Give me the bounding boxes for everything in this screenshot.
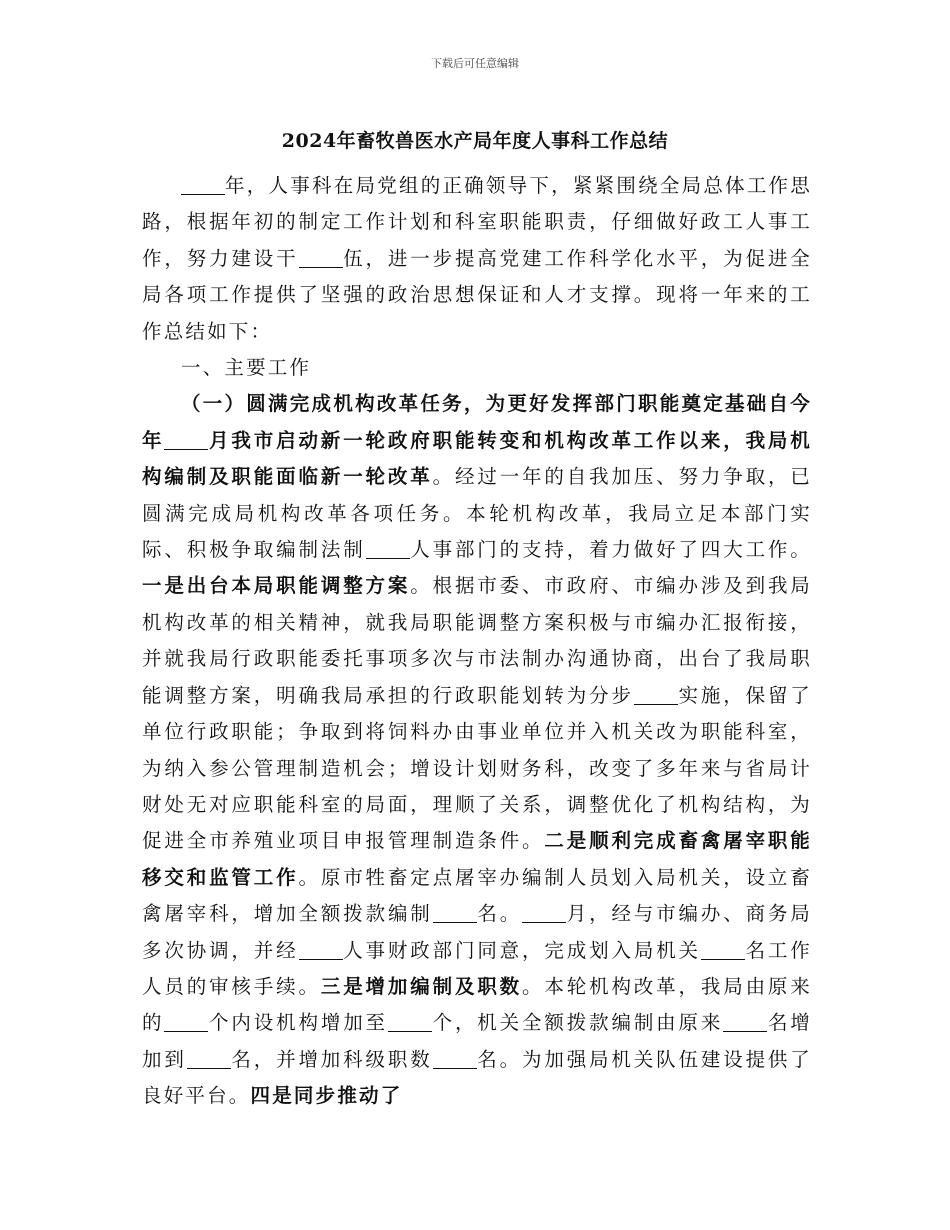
blank-line [164, 429, 208, 450]
bold-text: 四是同步推动了 [250, 1084, 403, 1108]
blank-line [299, 247, 343, 268]
document-body [142, 168, 812, 1115]
blank-line [164, 1012, 208, 1033]
blank-line [723, 1012, 767, 1033]
bold-text: 二是顺利完成畜禽屠宰职能移交和监管工作 [142, 829, 812, 889]
subsection-paragraph [142, 386, 812, 1114]
header-note: 下载后可任意编辑 [431, 57, 519, 70]
blank-line [366, 539, 410, 560]
intro-text-2: 伍，进一步提高党建工作科学化水平，为促进全局各项工作提供了坚强的政治思想保证和人才支撑。现将一年来的工作总结如下： [142, 246, 812, 343]
blank-line [299, 939, 343, 960]
body-text: 名工作人员的审核手续。 [142, 938, 812, 998]
body-text: 人事部门的支持，着力做好了四大工作。 [409, 538, 812, 562]
blank-line [522, 903, 566, 924]
blank-line [701, 939, 745, 960]
bold-text: 月我市启动新一轮政府职能转变和机构改革工作以来，我局机构编制及职能面临新一轮改革 [142, 428, 812, 489]
blank-line [433, 903, 477, 924]
body-text: 。原市牲畜定点屠宰办编制人员划入局机关，设立畜禽屠宰科，增加全额拨款编制 [142, 865, 812, 926]
body-text: 实施，保留了单位行政职能；争取到将饲料办由事业单位并入机关改为职能科室，为纳入参公管理制造机会；增设计划财务科，改变了多年来与省局计财处无对应职能科室的局面，理顺了关系，调整优化了机构结构，为促进全市养殖业项目申报管理制造条件。 [142, 683, 813, 853]
body-text: 。本轮机构改革，我局由原来的 [142, 974, 812, 1035]
subsection-heading: （一）圆满完成机构改革任务，为更好发挥部门职能奠定基础自今年 [142, 392, 812, 452]
body-text: 名。为加强局机关队伍建设提供了良好平台。 [142, 1047, 812, 1108]
body-text: 。根据市委、市政府、市编办涉及到我局机构改革的相关精神，就我局职能调整方案积极与市编办汇报衔接，并就我局行政职能委托事项多次与市法制办沟通协商，出台了我局职能调整方案，明确我局承担的行政职能划转为分步 [142, 574, 812, 707]
body-text: 名，并增加科级职数 [230, 1047, 433, 1071]
blank-line [187, 1048, 231, 1069]
body-text: 个内设机构增加至 [208, 1011, 388, 1035]
body-text: 名。 [476, 902, 523, 926]
intro-text-1: 年，人事科在局党组的正确领导下，紧紧围绕全局总体工作思路，根据年初的制定工作计划和科室职能职责，仔细做好政工人事工作，努力建设干 [142, 174, 812, 270]
document-title: 2024年畜牧兽医水产局年度人事科工作总结 [281, 130, 669, 152]
body-text: 个，机关全额拨款编制由原来 [431, 1011, 724, 1035]
body-text: 人事财政部门同意，完成划入局机关 [342, 938, 701, 962]
blank-line [433, 1048, 477, 1069]
body-text: 月，经与市编办、商务局多次协调，并经 [142, 902, 813, 962]
blank-line [634, 684, 678, 705]
body-text: 名增加到 [142, 1011, 813, 1071]
bold-text: 一是出台本局职能调整方案 [142, 574, 411, 598]
intro-paragraph [142, 168, 812, 350]
bold-text: 三是增加编制及职数 [320, 974, 523, 998]
section-heading: 一、主要工作 [181, 356, 312, 380]
blank-line [388, 1012, 432, 1033]
blank-line [181, 175, 225, 196]
body-text: 。经过一年的自我加压、努力争取，已圆满完成局机构改革各项任务。本轮机构改革，我局立足本部门实际、积极争取编制法制 [142, 465, 812, 562]
